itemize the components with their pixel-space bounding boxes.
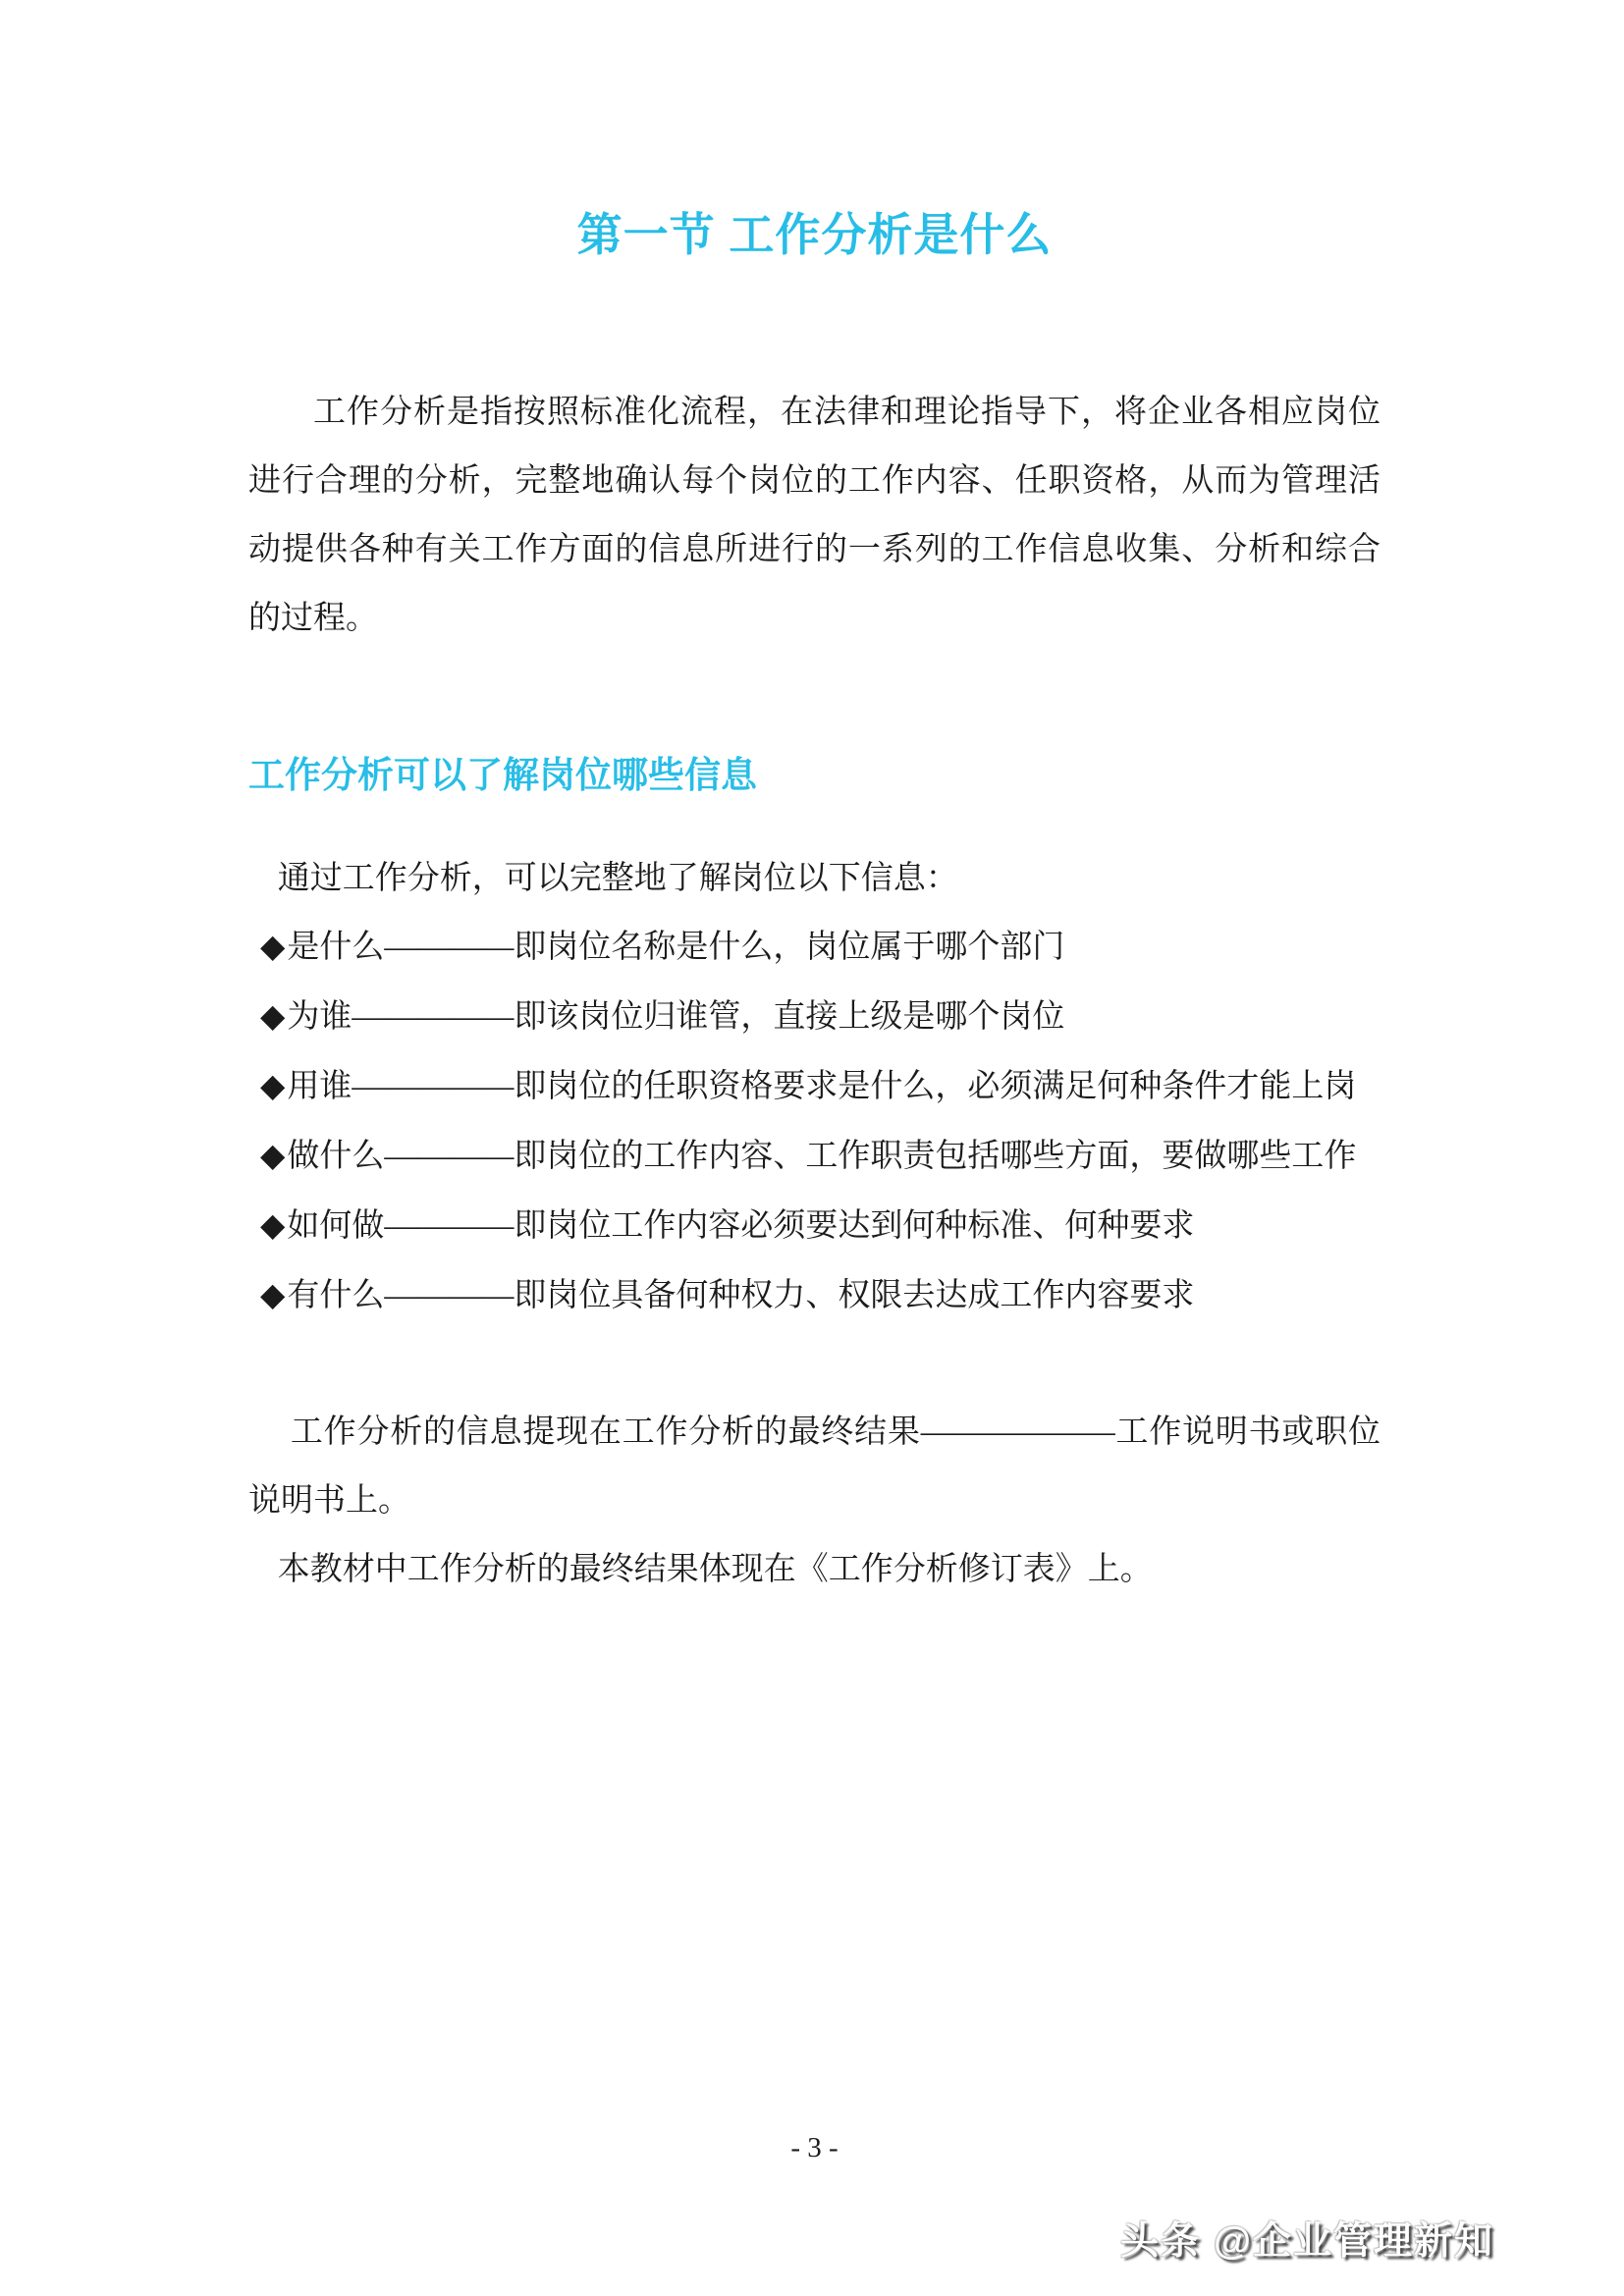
- list-item: [260, 1122, 1380, 1192]
- list-item: [260, 1261, 1380, 1331]
- diamond-bullet-icon: ◆: [260, 1138, 286, 1174]
- list-item: [260, 1052, 1380, 1122]
- intro-paragraph: 工作分析是指按照标准化流程，在法律和理论指导下，将企业各相应岗位进行合理的分析，完整地确认每个岗位的工作内容、任职资格，从而为管理活动提供各种有关工作方面的信息所进行的一系列的工作信息收集、分析和综合的过程。: [248, 395, 1380, 637]
- list-item-text: 用谁—————即岗位的任职资格要求是什么，必须满足何种条件才能上岗: [287, 1068, 1357, 1104]
- list-item-text: 如何做————即岗位工作内容必须要达到何种标准、何种要求: [287, 1207, 1195, 1244]
- list-intro-text: 通过工作分析，可以完整地了解岗位以下信息：: [277, 860, 958, 896]
- textbook-paragraph: 本教材中工作分析的最终结果体现在《工作分析修订表》上。: [277, 1551, 1153, 1587]
- list-item-text: 有什么————即岗位具备何种权力、权限去达成工作内容要求: [287, 1277, 1195, 1313]
- page-content: [248, 0, 1380, 1604]
- list-item-text: 为谁—————即该岗位归谁管，直接上级是哪个岗位: [287, 998, 1065, 1035]
- diamond-bullet-icon: ◆: [260, 998, 286, 1035]
- section-title: 第一节 工作分析是什么: [576, 209, 1053, 260]
- page-number: - 3 -: [790, 2132, 839, 2163]
- result-paragraph: 工作分析的信息提现在工作分析的最终结果——————工作说明书或职位说明书上。: [248, 1414, 1380, 1519]
- list-item: [260, 913, 1380, 983]
- toutiao-watermark: 头条 @企业管理新知: [1120, 2220, 1494, 2263]
- list-item: [260, 1192, 1380, 1261]
- list-item: [260, 983, 1380, 1052]
- list-item-text: 是什么————即岗位名称是什么，岗位属于哪个部门: [287, 929, 1065, 965]
- job-info-list: [248, 913, 1380, 1331]
- diamond-bullet-icon: ◆: [260, 1068, 286, 1104]
- diamond-bullet-icon: ◆: [260, 1277, 286, 1313]
- subsection-heading: 工作分析可以了解岗位哪些信息: [248, 756, 757, 797]
- list-item-text: 做什么————即岗位的工作内容、工作职责包括哪些方面，要做哪些工作: [287, 1138, 1357, 1174]
- diamond-bullet-icon: ◆: [260, 929, 286, 965]
- diamond-bullet-icon: ◆: [260, 1207, 286, 1244]
